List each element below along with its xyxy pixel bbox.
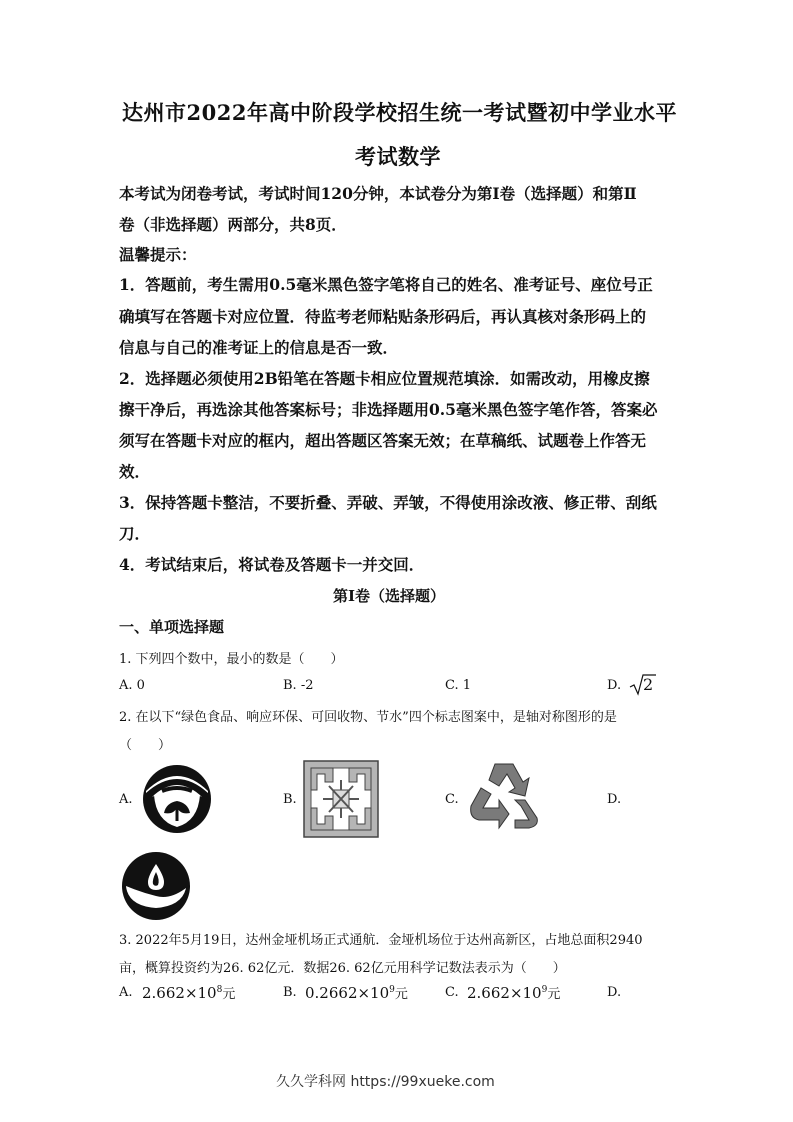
- q2-option-b-label: B.: [283, 792, 297, 807]
- q1-option-d-radicand: 2: [643, 675, 654, 694]
- q3-option-d-label: D.: [607, 985, 622, 1000]
- water-saving-icon: [120, 850, 192, 922]
- footer-watermark: 久久学科网 https://99xueke.com: [276, 1074, 495, 1090]
- q3-stem-line1: 3. 2022年5月19日，达州金垭机场正式通航．金垭机场位于达州高新区，占地总面积2940: [119, 933, 643, 948]
- tip1-line1: 1．答题前，考生需用0.5毫米黑色签字笔将自己的姓名、准考证号、座位号正: [119, 275, 653, 294]
- intro-line1: 本考试为闭卷考试，考试时间120分钟，本试卷分为第Ⅰ卷（选择题）和第Ⅱ: [119, 184, 637, 203]
- tip1-line2: 确填写在答题卡对应位置．待监考老师粘贴条形码后，再认真核对条形码上的: [119, 307, 647, 326]
- q1-option-c: C. 1: [445, 678, 472, 693]
- tip2-line1: 2．选择题必须使用2B铅笔在答题卡相应位置规范填涂．如需改动，用橡皮擦: [119, 369, 650, 388]
- q1-option-d-label: D.: [607, 678, 622, 693]
- q3-stem-line2: 亩，概算投资约为26. 62亿元．数据26. 62亿元用科学记数法表示为（ ）: [119, 961, 566, 976]
- section-heading: 一、单项选择题: [119, 618, 225, 636]
- q3-option-a-label: A.: [119, 985, 133, 1000]
- q3-option-a-value: $2.662\times 10^8$元: [142, 984, 236, 1002]
- q3-option-b-value: $0.2662\times 10^9$元: [305, 984, 408, 1002]
- part-heading: 第Ⅰ卷（选择题）: [333, 587, 446, 605]
- q2-stem-line1: 2. 在以下“绿色食品、响应环保、可回收物、节水”四个标志图案中，是轴对称图形的是: [119, 710, 617, 725]
- q3-option-b-label: B.: [283, 985, 297, 1000]
- tip2-line3: 须写在答题卡对应的框内，超出答题区答案无效；在草稿纸、试题卷上作答无: [119, 431, 647, 450]
- q1-stem: 1. 下列四个数中，最小的数是（ ）: [119, 652, 344, 667]
- recycle-icon: [465, 760, 543, 834]
- tip3-line2: 刀．: [119, 524, 151, 543]
- tip4-line1: 4．考试结束后，将试卷及答题卡一并交回．: [119, 555, 425, 574]
- q1-option-d-sqrt: [628, 672, 658, 702]
- green-food-logo-icon: [140, 763, 214, 835]
- q2-option-a-label: A.: [119, 792, 133, 807]
- tip2-line2: 擦干净后，再选涂其他答案标号；非选择题用0.5毫米黑色签字笔作答，答案必: [119, 400, 658, 419]
- q2-stem-line2: （ ）: [119, 738, 172, 753]
- intro-line2: 卷（非选择题）两部分，共8页．: [119, 215, 347, 234]
- page-title-line2: 考试数学: [355, 144, 441, 169]
- tip1-line3: 信息与自己的准考证上的信息是否一致．: [119, 338, 399, 357]
- tip3-line1: 3．保持答题卡整洁，不要折叠、弄破、弄皱，不得使用涂改液、修正带、刮纸: [119, 493, 657, 512]
- q1-option-a: A. 0: [119, 678, 145, 693]
- q3-option-c-value: $2.662\times 10^9$元: [467, 984, 561, 1002]
- tips-heading: 温馨提示：: [119, 245, 197, 264]
- q3-option-c-label: C.: [445, 985, 459, 1000]
- q1-option-b: B. -2: [283, 678, 314, 693]
- q2-option-d-label: D.: [607, 792, 622, 807]
- environment-logo-icon: [303, 760, 379, 838]
- q2-option-c-label: C.: [445, 792, 459, 807]
- tip2-line4: 效．: [119, 462, 151, 481]
- page-title-line1: 达州市2022年高中阶段学校招生统一考试暨初中学业水平: [122, 100, 677, 125]
